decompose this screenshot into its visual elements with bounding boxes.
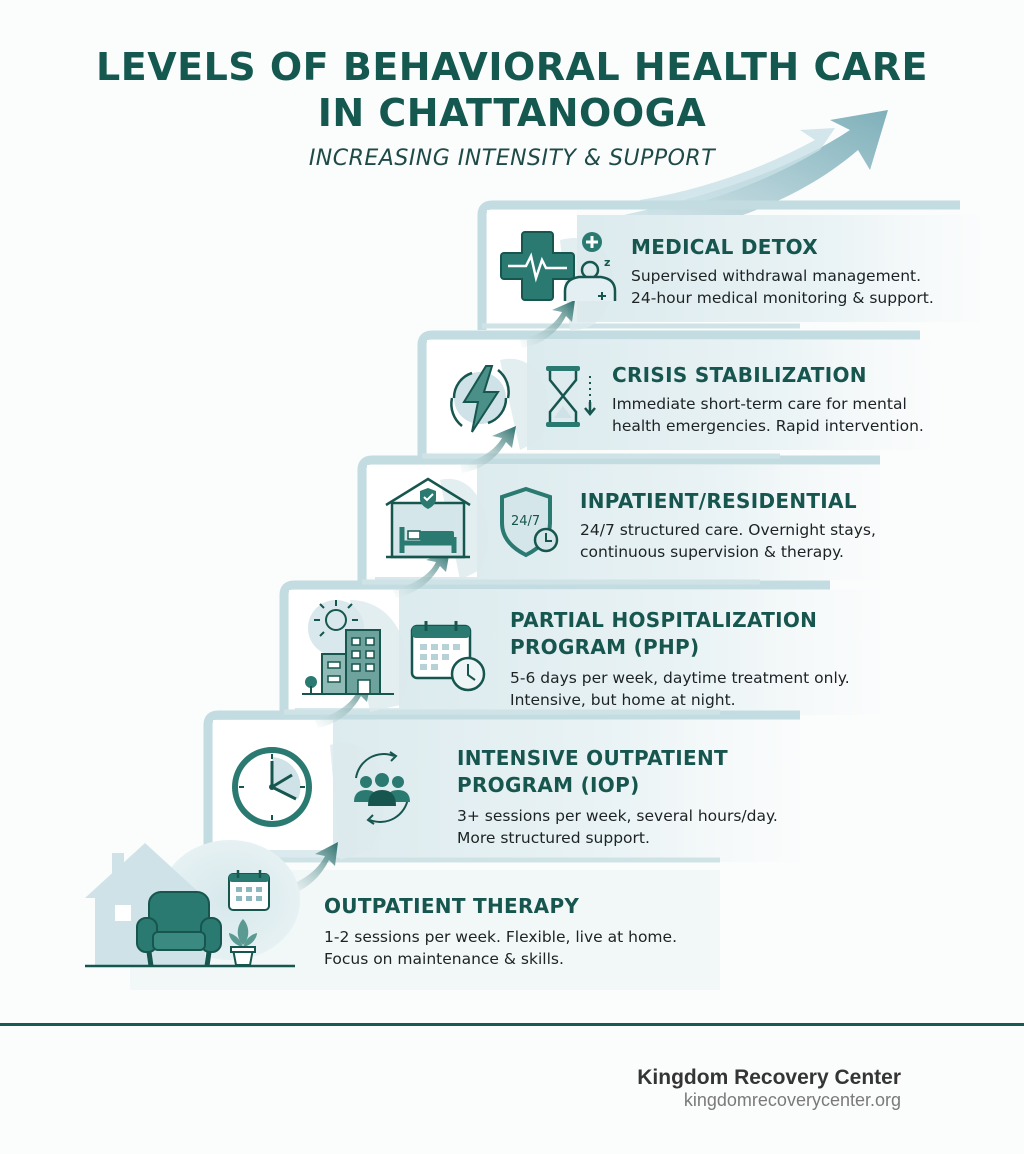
group-cycle-icon (342, 748, 422, 828)
level-medical-detox (631, 234, 934, 309)
level-intensive-outpatient (457, 745, 778, 849)
building-sun-icon (298, 598, 398, 698)
level-description: 5-6 days per week, daytime treatment only. Intensive, but home at night. (510, 669, 850, 709)
svg-text:z: z (604, 256, 611, 269)
level-title: INPATIENT/RESIDENTIAL (580, 489, 857, 513)
level-description: Immediate short-term care for mental health emergencies. Rapid intervention. (612, 395, 924, 435)
brand-name: Kingdom Recovery Center (637, 1066, 901, 1089)
level-description: 3+ sessions per week, several hours/day. More structured support. (457, 807, 778, 847)
title-line-2: IN CHATTANOOGA (317, 91, 707, 135)
level-inpatient-residential (580, 488, 876, 563)
calendar-clock-icon (408, 618, 490, 696)
lightning-cycle-icon (440, 358, 520, 438)
title-line-1: LEVELS OF BEHAVIORAL HEALTH CARE (96, 45, 928, 89)
house-bed-icon (378, 475, 478, 560)
brand-url: kingdomrecoverycenter.org (683, 1090, 901, 1110)
footer-divider (0, 1023, 1024, 1026)
level-description: 1-2 sessions per week. Flexible, live at home. Focus on maintenance & skills. (324, 928, 677, 968)
level-description: 24/7 structured care. Overnight stays, continuous supervision & therapy. (580, 521, 876, 561)
armchair-icon (135, 888, 225, 968)
brand-block (637, 1066, 901, 1111)
hourglass-icon (540, 362, 600, 432)
calendar-icon (226, 868, 272, 914)
level-crisis-stabilization (612, 362, 924, 437)
svg-text:24/7: 24/7 (511, 514, 541, 529)
patient-sleeping-icon (560, 228, 620, 303)
page-subtitle: INCREASING INTENSITY & SUPPORT (308, 146, 716, 171)
level-title: OUTPATIENT THERAPY (324, 894, 580, 918)
clock-icon (230, 745, 315, 830)
level-title: INTENSIVE OUTPATIENT PROGRAM (IOP) (457, 746, 728, 797)
level-title: PARTIAL HOSPITALIZATION PROGRAM (PHP) (510, 608, 818, 659)
level-description: Supervised withdrawal management. 24-hour medical monitoring & support. (631, 267, 934, 307)
level-partial-hospitalization (510, 607, 850, 711)
plant-icon (225, 915, 261, 967)
level-outpatient-therapy (324, 893, 677, 970)
shield-24-7-icon (496, 485, 566, 560)
level-title: MEDICAL DETOX (631, 235, 818, 259)
level-title: CRISIS STABILIZATION (612, 363, 867, 387)
